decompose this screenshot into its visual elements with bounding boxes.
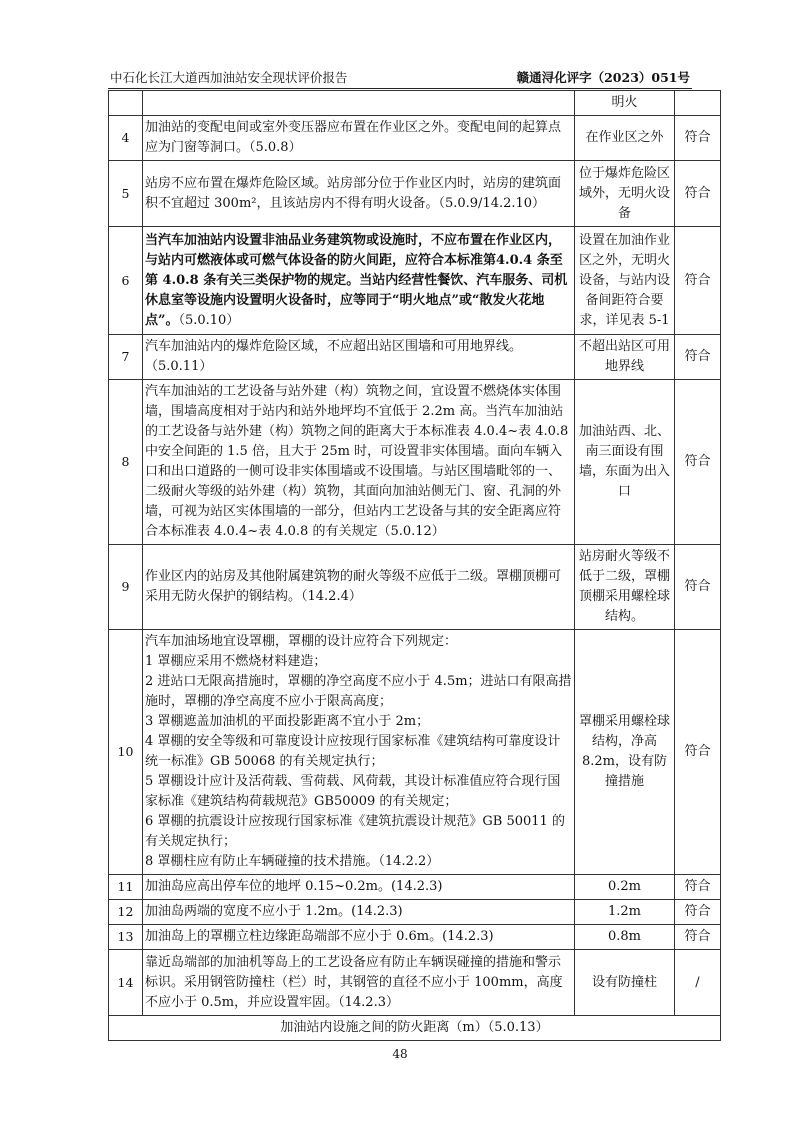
report-number: 赣通浔化评字（2023）051号 [516, 70, 690, 85]
page-number: 48 [392, 1047, 408, 1061]
requirement-bold-text: 当汽车加油站内设置非油品业务建筑物或设施时，不应布置在作业区内，与站内可燃液体或可燃气体设备的防火间距，应符合本标准第4.0.4 条至第 4.0.8 条有关三类保护物的规定。当站内经营性餐饮、汽车服务、司机休息室等设施内设置明火设备时，应等同于“明火地点”或“散发火花地点”。 [145, 232, 568, 328]
actual-cell: 1.2m [575, 900, 675, 925]
actual-cell: 不超出站区可用地界线 [575, 335, 675, 380]
row-number: 4 [109, 116, 143, 161]
fire-distance-caption: 加油站内设施之间的防火距离（m）（5.0.13） [109, 1016, 721, 1041]
actual-cell: 0.8m [575, 925, 675, 950]
row-number: 13 [109, 925, 143, 950]
result-cell: 符合 [675, 900, 721, 925]
table-row [109, 116, 721, 161]
requirement-line: 1 罩棚应采用不燃烧材料建造； [145, 654, 327, 669]
page-header [108, 66, 692, 89]
row-number: 14 [109, 950, 143, 1016]
requirement-cell [143, 91, 575, 116]
row-number: 10 [109, 630, 143, 875]
requirement-line: 2 进站口无限高措施时，罩棚的净空高度不应小于 4.5m；进站口有限高措施时，罩棚的净空高度不应小于限高高度； [145, 674, 572, 709]
requirement-line: 4 罩棚的安全等级和可靠度设计应按现行国家标准《建筑结构可靠度设计统一标准》GB 50068 的有关规定执行； [145, 734, 561, 769]
row-number: 6 [109, 227, 143, 335]
requirement-line: 5 罩棚设计应计及活荷载、雪荷载、风荷载，其设计标准值应符合现行国家标准《建筑结构荷载规范》GB50009 的有关规定； [145, 774, 561, 809]
table-row [109, 875, 721, 900]
table-row [109, 900, 721, 925]
table-row [109, 380, 721, 545]
requirement-cell: 作业区内的站房及其他附属建筑物的耐火等级不应低于二级。罩棚顶棚可采用无防火保护的钢结构。（14.2.4） [143, 545, 575, 630]
row-number: 12 [109, 900, 143, 925]
table-row [109, 227, 721, 335]
requirement-cell: 靠近岛端部的加油机等岛上的工艺设备应有防止车辆误碰撞的措施和警示标识。采用钢管防撞柱（栏）时，其钢管的直径不应小于 100mm，高度不应小于 0.5m，并应设置牢固。（14.2.3） [143, 950, 575, 1016]
result-cell: 符合 [675, 161, 721, 227]
result-cell: 符合 [675, 630, 721, 875]
table-row [109, 630, 721, 875]
requirement-cell [143, 227, 575, 335]
result-cell [675, 91, 721, 116]
requirement-line: 3 罩棚遮盖加油机的平面投影距离不宜小于 2m； [145, 714, 430, 729]
actual-cell: 加油站西、北、南三面设有围墙，东面为出入口 [575, 380, 675, 545]
row-number: 5 [109, 161, 143, 227]
requirement-cell: 加油岛应高出停车位的地坪 0.15~0.2m。(14.2.3) [143, 875, 575, 900]
requirement-cell [143, 630, 575, 875]
actual-cell: 设置在加油作业区之外，无明火设备，与站内设备间距符合要求，详见表 5-1 [575, 227, 675, 335]
requirement-cell: 站房不应布置在爆炸危险区域。站房部分位于作业区内时，站房的建筑面积不宜超过 300m²，且该站房内不得有明火设备。（5.0.9/14.2.10） [143, 161, 575, 227]
table-footer-row [109, 1016, 721, 1041]
result-cell: 符合 [675, 380, 721, 545]
table-row [109, 545, 721, 630]
actual-cell: 0.2m [575, 875, 675, 900]
actual-cell: 罩棚采用螺栓球结构，净高 8.2m，设有防撞措施 [575, 630, 675, 875]
requirement-line: 8 罩棚柱应有防止车辆碰撞的技术措施。（14.2.2） [145, 854, 440, 869]
actual-cell: 位于爆炸危险区域外，无明火设备 [575, 161, 675, 227]
requirement-line: 6 罩棚的抗震设计应按现行国家标准《建筑抗震设计规范》GB 50011 的有关规定执行； [145, 814, 565, 849]
requirement-cell: 加油岛上的罩棚立柱边缘距岛端部不应小于 0.6m。(14.2.3) [143, 925, 575, 950]
requirement-cell: 汽车加油站的工艺设备与站外建（构）筑物之间，宜设置不燃烧体实体围墙，围墙高度相对于站内和站外地坪均不宜低于 2.2m 高。当汽车加油站的工艺设备与站外建（构）筑物之间的距离大于本标准表 4.0.4~表 4.0.8 中安全间距的 1.5 倍，且大于 25m 时，可设置非实体围墙。面向车辆入口和出口道路的一侧可设非实体围墙或不设围墙。与站区围墙毗邻的一、二级耐火等级的站外建（构）筑物，其面向加油站侧无门、窗、孔洞的外墙，可视为站区实体围墙的一部分，但站内工艺设备与其的安全距离应符合本标准表 4.0.4~表 4.0.8 的有关规定（5.0.12） [143, 380, 575, 545]
actual-cell: 站房耐火等级不低于二级，罩棚顶棚采用螺栓球结构。 [575, 545, 675, 630]
actual-cell: 设有防撞柱 [575, 950, 675, 1016]
row-number: 11 [109, 875, 143, 900]
result-cell: 符合 [675, 925, 721, 950]
result-cell: 符合 [675, 545, 721, 630]
actual-cell: 明火 [575, 91, 675, 116]
result-cell: 符合 [675, 335, 721, 380]
row-number: 7 [109, 335, 143, 380]
table-row [109, 91, 721, 116]
table-row [109, 335, 721, 380]
row-number: 9 [109, 545, 143, 630]
row-number [109, 91, 143, 116]
requirement-clause-ref: （5.0.10） [178, 312, 240, 328]
table-row [109, 950, 721, 1016]
result-cell: / [675, 950, 721, 1016]
result-cell: 符合 [675, 227, 721, 335]
evaluation-table [108, 90, 721, 1041]
result-cell: 符合 [675, 875, 721, 900]
requirement-cell: 加油岛两端的宽度不应小于 1.2m。(14.2.3) [143, 900, 575, 925]
table-row [109, 161, 721, 227]
actual-cell: 在作业区之外 [575, 116, 675, 161]
row-number: 8 [109, 380, 143, 545]
table-row [109, 925, 721, 950]
requirement-line: 汽车加油场地宜设罩棚，罩棚的设计应符合下列规定： [145, 634, 458, 649]
result-cell: 符合 [675, 116, 721, 161]
requirement-cell: 汽车加油站内的爆炸危险区域，不应超出站区围墙和可用地界线。（5.0.11） [143, 335, 575, 380]
requirement-cell: 加油站的变配电间或室外变压器应布置在作业区之外。变配电间的起算点应为门窗等洞口。（5.0.8） [143, 116, 575, 161]
report-title: 中石化长江大道西加油站安全现状评价报告 [110, 70, 348, 85]
